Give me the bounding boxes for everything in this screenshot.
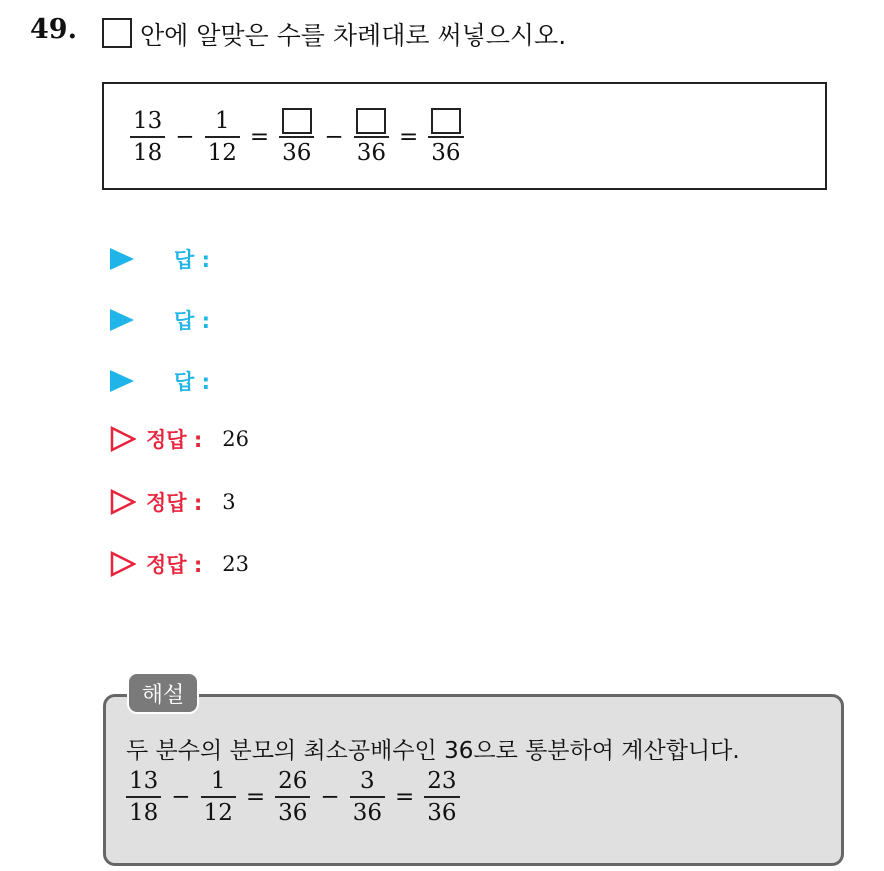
play-triangle-icon: [110, 370, 134, 392]
correct-value: 23: [222, 552, 250, 576]
correct-value: 3: [222, 490, 236, 514]
explanation-equation: [122, 766, 464, 828]
minus-sign: −: [324, 124, 344, 150]
problem-box: [102, 82, 827, 190]
fraction-denominator: 36: [427, 800, 457, 826]
correct-label: 정답 :: [146, 491, 203, 515]
minus-sign: −: [175, 124, 195, 150]
correct-row-3: [110, 549, 249, 579]
answer-row-1[interactable]: [110, 244, 210, 274]
explanation-tag: 해설: [127, 672, 199, 714]
question-text: 안에 알맞은 수를 차례대로 써넣으시오.: [140, 21, 567, 50]
fraction-blank-1: [279, 106, 314, 168]
answer-row-3[interactable]: [110, 366, 210, 396]
fraction-denominator: 36: [431, 140, 461, 166]
fraction-denominator: 36: [282, 140, 312, 166]
fraction-1-12: [201, 766, 236, 828]
fraction-26-36: [275, 766, 310, 828]
fraction-13-18: [130, 106, 165, 168]
problem-equation: [126, 106, 468, 168]
fraction-denominator: 12: [203, 800, 233, 826]
question-number: 49.: [30, 14, 77, 45]
fraction-13-18: [126, 766, 161, 828]
fraction-denominator: 18: [129, 800, 159, 826]
fraction-numerator: 13: [129, 768, 159, 794]
fraction-denominator: 36: [352, 800, 382, 826]
play-triangle-icon: [110, 248, 134, 270]
fraction-denominator: 36: [278, 800, 308, 826]
answer-blank-1[interactable]: [282, 108, 312, 134]
fraction-numerator: 3: [360, 768, 375, 794]
fraction-blank-2: [354, 106, 389, 168]
outline-triangle-icon: [110, 489, 136, 515]
equals-sign: =: [249, 124, 270, 150]
fraction-23-36: [424, 766, 459, 828]
fraction-1-12: [205, 106, 240, 168]
fraction-numerator: 26: [278, 768, 308, 794]
fraction-3-36: [350, 766, 385, 828]
correct-label: 정답 :: [146, 428, 203, 452]
minus-sign: −: [171, 784, 191, 810]
answer-label: 답 :: [174, 309, 210, 333]
correct-row-1: [110, 424, 249, 454]
minus-sign: −: [320, 784, 340, 810]
fraction-denominator: 18: [133, 140, 163, 166]
answer-blank-3[interactable]: [431, 108, 461, 134]
correct-label: 정답 :: [146, 553, 203, 577]
correct-value: 26: [222, 427, 250, 451]
answer-blank-2[interactable]: [356, 108, 386, 134]
answer-label: 답 :: [174, 370, 210, 394]
fraction-denominator: 12: [207, 140, 237, 166]
outline-triangle-icon: [110, 426, 136, 452]
fraction-numerator: 1: [214, 108, 230, 134]
correct-row-2: [110, 487, 236, 517]
equals-sign: =: [394, 784, 415, 810]
fraction-denominator: 36: [356, 140, 386, 166]
fraction-blank-3: [428, 106, 463, 168]
answer-row-2[interactable]: [110, 305, 210, 335]
outline-triangle-icon: [110, 551, 136, 577]
fraction-numerator: 13: [133, 108, 163, 134]
blank-box-icon: [102, 18, 132, 48]
answer-label: 답 :: [174, 248, 210, 272]
fraction-numerator: 1: [210, 768, 226, 794]
equals-sign: =: [398, 124, 419, 150]
explanation-text: 두 분수의 분모의 최소공배수인 36으로 통분하여 계산합니다.: [126, 738, 740, 764]
play-triangle-icon: [110, 309, 134, 331]
equals-sign: =: [245, 784, 266, 810]
fraction-numerator: 23: [427, 768, 457, 794]
